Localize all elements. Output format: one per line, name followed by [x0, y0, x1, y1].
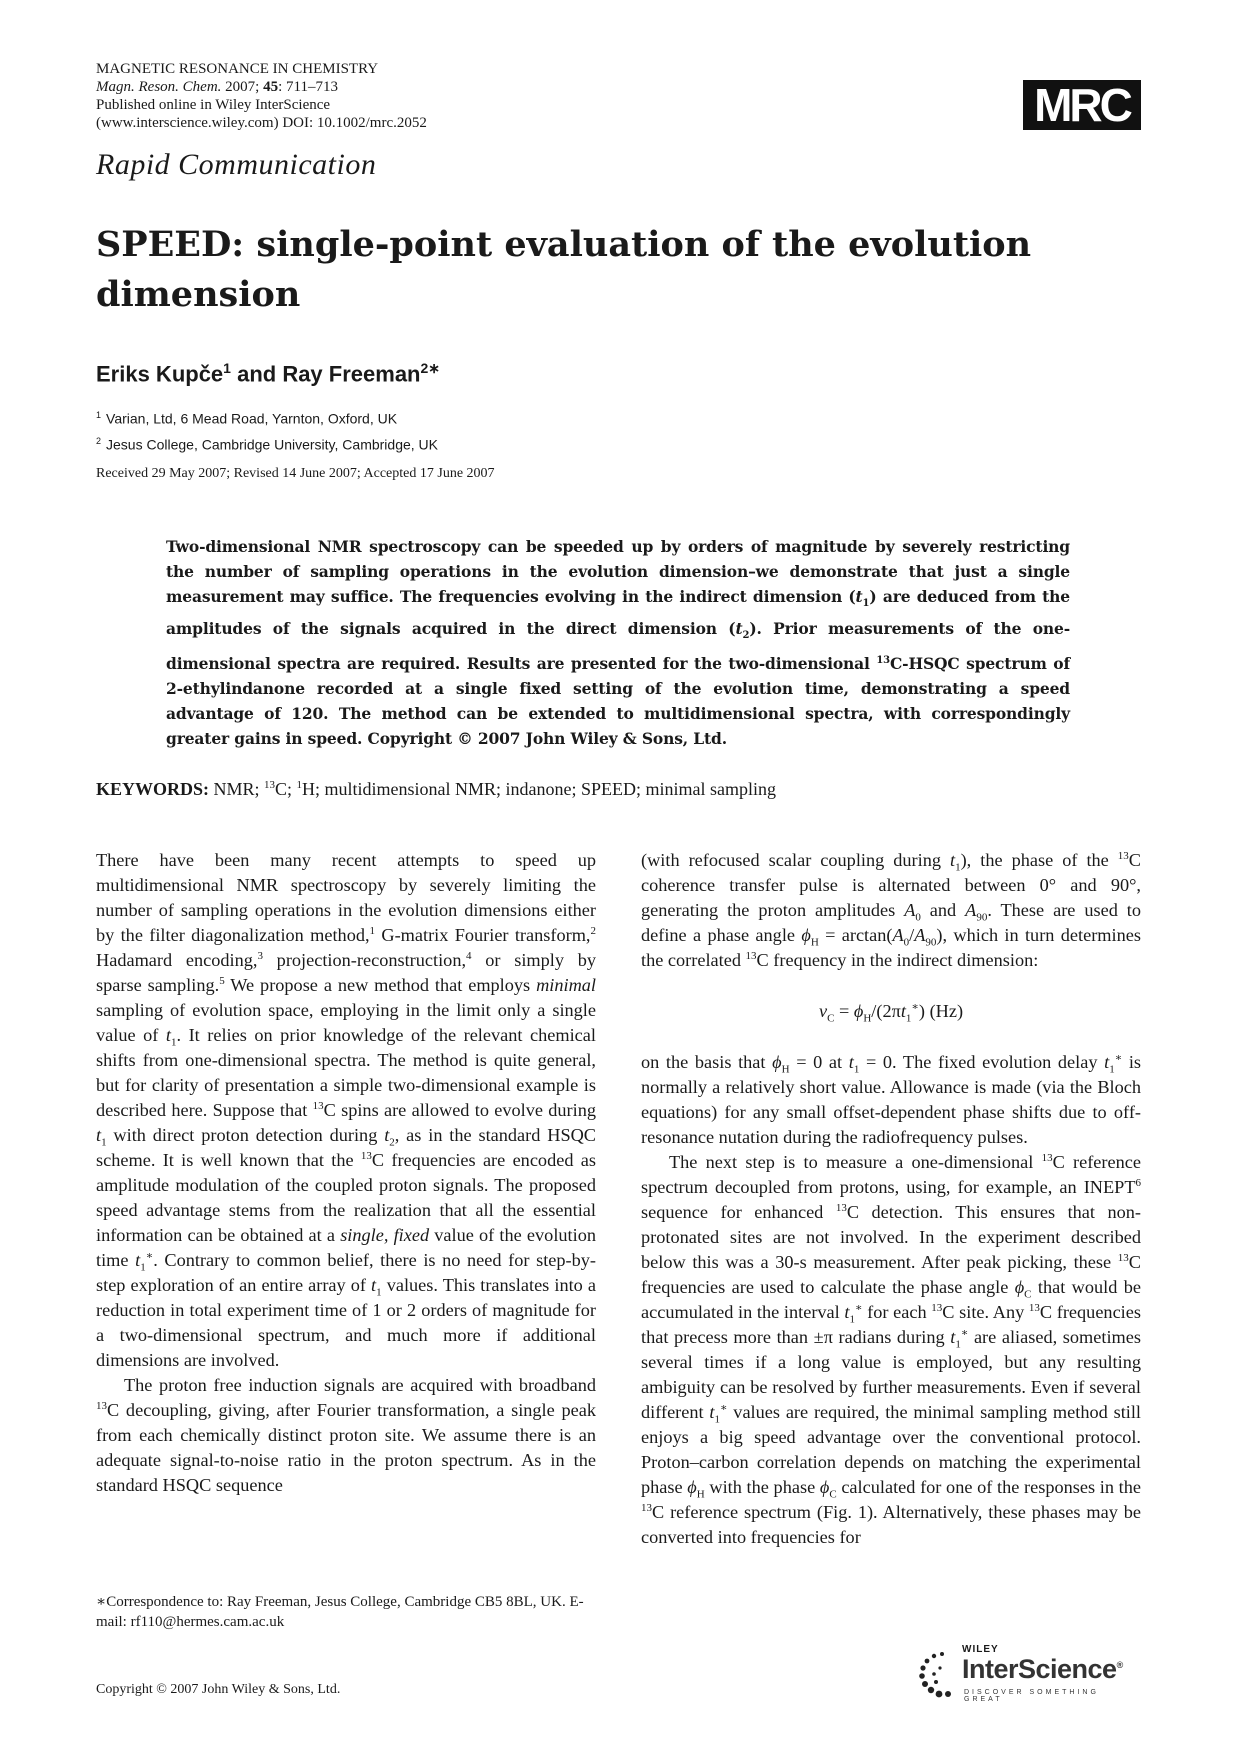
- body-column-right: [641, 848, 1141, 1550]
- interscience-wordmark: InterScience®: [962, 1654, 1123, 1684]
- wiley-swirl-icon: [918, 1650, 960, 1698]
- body-paragraph: on the basis that $\phi_H = 0$ at $t_1 = 0$. The fixed evolution delay $t_1^∗$ is normally a relatively short value. Allowance is made (via the Bloch equations) for any small offset-dependent phase shifts due to off-resonance nutation during the radiofrequency pulses.: [641, 1051, 1142, 1147]
- received-dates: Received 29 May 2007; Revised 14 June 2007; Accepted 17 June 2007: [96, 466, 495, 481]
- wiley-tagline: DISCOVER SOMETHING GREAT: [964, 1689, 1099, 1703]
- author-list: Eriks Kupče$^1$ and Ray Freeman$^{2∗}$: [96, 360, 441, 387]
- body-paragraph: There have been many recent attempts to speed up multidimensional NMR spectroscopy by severely limiting the number of sampling operations in the evolution dimensions either by the filter diagonalization method,$^1$ G-matrix Fourier transform,$^2$ Hadamard encoding,$^3$ projection-reconstruction,$^4$ or simply by sparse sampling.$^5$ We propose a new method that employs minimal sampling of evolution space, employing in the limit only a single value of $t_1$. It relies on prior knowledge of the relevant chemical shifts from one-dimensional spectra. The method is quite general, but for clarity of presentation a simple two-dimensional example is described here. Suppose that $^{13}$C spins are allowed to evolve during $t_1$ with direct proton detection during $t_2$, as in the standard HSQC scheme. It is well known that the $^{13}$C frequencies are encoded as amplitude modulation of the coupled proton signals. The proposed speed advantage stems from the realization that all the essential information can be obtained at a single, fixed value of the evolution time $t_1^∗$. Contrary to common belief, there is no need for step-by-step exploration of an entire array of $t_1$ values. This translates into a reduction in total experiment time of 1 or 2 orders of magnitude for a two-dimensional spectrum, and much more if additional dimensions are involved.: [96, 850, 597, 1370]
- article-type: Rapid Communication: [96, 148, 377, 181]
- body-column-left: [96, 848, 596, 1498]
- keywords: KEYWORDS: NMR; $^{13}$C; $^1$H; multidimensional NMR; indanone; SPEED; minimal sampling: [96, 779, 777, 799]
- abstract: Two-dimensional NMR spectroscopy can be speeded up by orders of magnitude by severely restricting the number of sampling operations in the evolution dimension–we demonstrate that just a single measurement may suffice. The frequencies evolving in the indirect dimension $(t_1)$ are deduced from the amplitudes of the signals acquired in the direct dimension $(t_2)$. Prior measurements of the one-dimensional spectra are required. Results are presented for the two-dimensional $^{13}$C-HSQC spectrum of 2-ethylindanone recorded at a single fixed setting of the evolution time, demonstrating a speed advantage of 120. The method can be extended to multidimensional spectra, with correspondingly greater gains in speed. Copyright © 2007 John Wiley & Sons, Ltd.: [166, 537, 1071, 749]
- copyright-footer: Copyright © 2007 John Wiley & Sons, Ltd.: [96, 1682, 341, 1697]
- wiley-interscience-logo: [918, 1644, 1138, 1706]
- wiley-wordmark: WILEY: [962, 1644, 999, 1655]
- affiliation-2: $^2$ Jesus College, Cambridge University, Cambridge, UK: [96, 435, 438, 453]
- published-note: Published online in Wiley InterScience: [96, 97, 331, 113]
- journal-header: [96, 60, 427, 132]
- affiliations: [96, 404, 438, 455]
- mrc-logo: MRC: [1023, 80, 1141, 130]
- body-paragraph: (with refocused scalar coupling during $t_1$), the phase of the $^{13}$C coherence transfer pulse is alternated between 0° and 90°, generating the proton amplitudes $A_0$ and $A_{90}$. These are used to define a phase angle $\phi_H = \arctan(A_0/A_{90})$, which in turn determines the correlated $^{13}$C frequency in the indirect dimension:: [641, 849, 1141, 970]
- citation: Magn. Reson. Chem. 2007; 45: 711–713: [96, 79, 338, 95]
- body-paragraph: The next step is to measure a one-dimensional $^{13}$C reference spectrum decoupled from protons, using, for example, an INEPT$^6$ sequence for enhanced $^{13}$C detection. This ensures that non-protonated sites are not involved. In the experiment described below this was a 30-s measurement. After peak picking, these $^{13}$C frequencies are used to calculate the phase angle $\phi_C$ that would be accumulated in the interval $t_1^∗$ for each $^{13}$C site. Any $^{13}$C frequencies that precess more than ±π radians during $t_1^∗$ are aliased, sometimes several times if a long value is employed, but any resulting ambiguity can be resolved by further measurements. Even if several different $t_1^∗$ values are required, the minimal sampling method still enjoys a big speed advantage over the conventional protocol. Proton–carbon correlation depends on matching the experimental phase $\phi_H$ with the phase $\phi_C$ calculated for one of the responses in the $^{13}$C reference spectrum (Fig. 1). Alternatively, these phases may be converted into frequencies for: [641, 1151, 1142, 1547]
- affiliation-1: $^1$ Varian, Ltd, 6 Mead Road, Yarnton, Oxford, UK: [96, 410, 398, 427]
- equation-frequency: $\nu_C = \phi_H/(2\pi t_1^∗)$ (Hz): [818, 1000, 964, 1025]
- doi-line: (www.interscience.wiley.com) DOI: 10.1002/mrc.2052: [96, 115, 427, 131]
- correspondence-footnote: ∗Correspondence to: Ray Freeman, Jesus College, Cambridge CB5 8BL, UK. E-mail: rf110@hermes.cam.ac.uk: [96, 1594, 584, 1630]
- paper-title: SPEED: single-point evaluation of the evolution dimension: [96, 224, 1032, 315]
- body-paragraph: The proton free induction signals are acquired with broadband $^{13}$C decoupling, giving, after Fourier transformation, a single peak from each chemically distinct proton site. We assume there is an adequate signal-to-noise ratio in the proton spectrum. As in the standard HSQC sequence: [96, 1375, 596, 1495]
- journal-name: MAGNETIC RESONANCE IN CHEMISTRY: [96, 61, 379, 77]
- author-1: Eriks Kupče: [96, 361, 224, 387]
- author-2: Ray Freeman: [282, 361, 421, 387]
